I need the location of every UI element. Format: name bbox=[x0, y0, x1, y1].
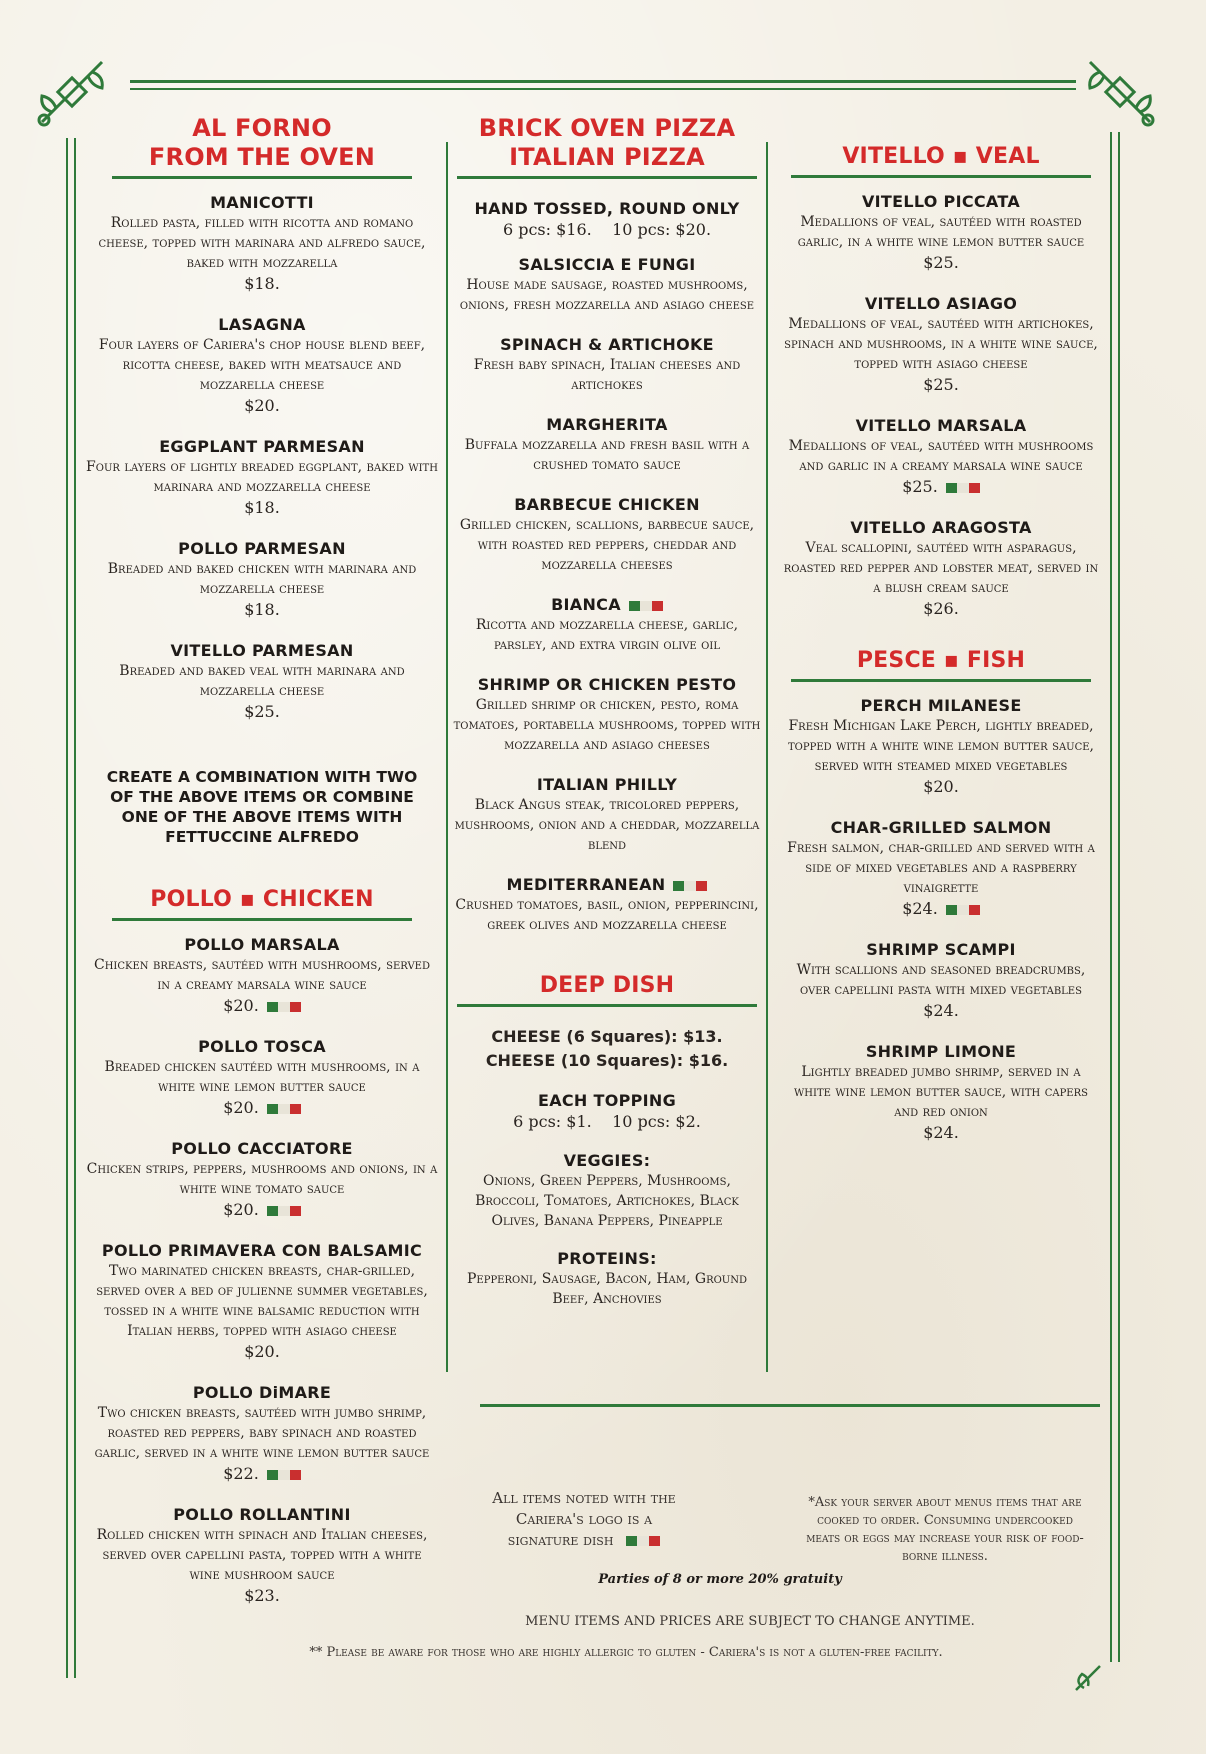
item-price bbox=[782, 776, 1100, 798]
pizza-items bbox=[448, 255, 766, 935]
item-name bbox=[448, 255, 766, 275]
proteins-list: Pepperoni, Sausage, Bacon, Ham, Ground Beef, Anchovies bbox=[467, 1271, 747, 1307]
cariera-logo-icon bbox=[267, 1469, 301, 1481]
list-item bbox=[86, 1037, 438, 1119]
signature-text: All items noted with the Cariera's logo is a signature dish bbox=[492, 1489, 676, 1549]
item-price bbox=[782, 1122, 1100, 1144]
cariera-logo-icon bbox=[946, 482, 980, 494]
item-price bbox=[86, 1585, 438, 1607]
item-price bbox=[86, 1463, 438, 1485]
item-name-text: SHRIMP SCAMPI bbox=[866, 940, 1016, 959]
item-price-text: $23. bbox=[244, 1586, 280, 1605]
item-name-text: VITELLO MARSALA bbox=[855, 416, 1027, 435]
right-border bbox=[1110, 132, 1112, 1662]
list-item bbox=[448, 335, 766, 395]
item-price-text: $26. bbox=[923, 599, 959, 618]
item-price bbox=[782, 598, 1100, 620]
item-price bbox=[86, 599, 438, 621]
top-border-inner bbox=[130, 88, 1076, 90]
item-price-text: $20. bbox=[223, 1200, 259, 1219]
list-item bbox=[86, 1505, 438, 1607]
vitello-items bbox=[782, 192, 1100, 620]
list-item bbox=[448, 675, 766, 755]
item-name-text: VITELLO PARMESAN bbox=[170, 641, 354, 660]
item-name-text: BARBECUE CHICKEN bbox=[514, 495, 700, 514]
list-item bbox=[86, 539, 438, 621]
item-name bbox=[86, 935, 438, 955]
item-name-text: ITALIAN PHILLY bbox=[536, 775, 678, 794]
item-description: Medallions of veal, sautéed with roasted garlic, in a white wine lemon butter sauce bbox=[797, 214, 1085, 250]
list-item bbox=[782, 518, 1100, 620]
pesce-items bbox=[782, 696, 1100, 1144]
item-name bbox=[448, 415, 766, 435]
item-name-text: POLLO CACCIATORE bbox=[171, 1139, 353, 1158]
item-name-text: MANICOTTI bbox=[210, 193, 314, 212]
celtic-knot-icon bbox=[1080, 52, 1160, 132]
list-item bbox=[782, 192, 1100, 274]
heading-underline bbox=[791, 175, 1091, 178]
item-price bbox=[86, 395, 438, 417]
left-border bbox=[66, 138, 68, 1678]
item-name-text: POLLO TOSCA bbox=[198, 1037, 326, 1056]
deep-dish-title: DEEP DISH bbox=[539, 973, 675, 998]
signature-note bbox=[486, 1488, 682, 1551]
item-price-text: $20. bbox=[223, 1098, 259, 1117]
item-price bbox=[86, 1341, 438, 1363]
list-item bbox=[782, 818, 1100, 920]
list-item bbox=[86, 1241, 438, 1363]
item-price bbox=[86, 1199, 438, 1221]
item-name bbox=[782, 696, 1100, 716]
pizza-column bbox=[448, 114, 766, 1309]
item-name-text: SPINACH & ARTICHOKE bbox=[500, 335, 714, 354]
list-item bbox=[86, 315, 438, 417]
item-price bbox=[782, 476, 1100, 498]
item-description: Two marinated chicken breasts, char-grilled, served over a bed of julienne summer vegetables, tossed in a white wine balsamic reduction with Italian herbs, topped with asiago cheese bbox=[96, 1263, 428, 1339]
item-description: Medallions of veal, sautéed with mushrooms and garlic in a creamy marsala wine sauce bbox=[788, 438, 1094, 474]
veggies-list: Onions, Green Peppers, Mushrooms, Broccoli, Tomatoes, Artichokes, Black Olives, Banana Peppers, Pineapple bbox=[475, 1173, 739, 1229]
item-name bbox=[86, 1037, 438, 1057]
list-item bbox=[86, 437, 438, 519]
cariera-logo-icon bbox=[629, 600, 663, 612]
right-border-inner bbox=[1118, 132, 1120, 1662]
item-name-text: PERCH MILANESE bbox=[860, 696, 1022, 715]
heading-underline bbox=[791, 679, 1091, 682]
footer-divider bbox=[480, 1404, 1100, 1407]
item-price bbox=[782, 898, 1100, 920]
item-name bbox=[86, 1505, 438, 1525]
item-name-text: POLLO MARSALA bbox=[184, 935, 340, 954]
cheese-10-squares: CHEESE (10 Squares): $16. bbox=[485, 1051, 729, 1070]
item-description: Rolled chicken with spinach and Italian cheeses, served over capellini pasta, topped with a white wine mushroom sauce bbox=[96, 1527, 428, 1583]
list-item bbox=[86, 641, 438, 723]
item-price-text: $25. bbox=[902, 477, 938, 496]
list-item bbox=[86, 1383, 438, 1485]
item-name-text: SALSICCIA E FUNGI bbox=[518, 255, 696, 274]
item-price-text: $25. bbox=[244, 702, 280, 721]
item-price-text: $18. bbox=[244, 600, 280, 619]
cheese-6-squares: CHEESE (6 Squares): $13. bbox=[491, 1027, 723, 1046]
list-item bbox=[448, 595, 766, 655]
each-topping: EACH TOPPING bbox=[537, 1091, 677, 1110]
item-name bbox=[86, 437, 438, 457]
item-name bbox=[448, 335, 766, 355]
heading-underline bbox=[457, 176, 757, 179]
list-item bbox=[448, 775, 766, 855]
cariera-logo-icon bbox=[673, 880, 707, 892]
item-price bbox=[86, 701, 438, 723]
pollo-title: POLLO ▪ CHICKEN bbox=[150, 887, 374, 912]
heading-underline bbox=[457, 1004, 757, 1007]
topping-prices: 6 pcs: $1. 10 pcs: $2. bbox=[513, 1112, 701, 1131]
item-price bbox=[782, 1000, 1100, 1022]
list-item bbox=[86, 193, 438, 295]
vitello-column bbox=[782, 142, 1100, 1144]
item-price-text: $25. bbox=[923, 375, 959, 394]
al-forno-items bbox=[86, 193, 438, 723]
item-description: House made sausage, roasted mushrooms, onions, fresh mozzarella and asiago cheese bbox=[459, 277, 755, 313]
cariera-logo-icon bbox=[946, 904, 980, 916]
item-name-text: EGGPLANT PARMESAN bbox=[159, 437, 365, 456]
al-forno-column bbox=[86, 114, 438, 1607]
item-price-text: $20. bbox=[244, 1342, 280, 1361]
item-name-text: CHAR-GRILLED SALMON bbox=[830, 818, 1052, 837]
vitello-title: VITELLO ▪ VEAL bbox=[842, 144, 1040, 169]
item-description: Rolled pasta, filled with ricotta and romano cheese, topped with marinara and alfredo sauce, baked with mozzarella bbox=[98, 215, 426, 271]
item-description: Grilled chicken, scallions, barbecue sauce, with roasted red peppers, cheddar and mozzarella cheeses bbox=[459, 517, 755, 573]
item-name bbox=[782, 294, 1100, 314]
item-name bbox=[448, 775, 766, 795]
item-price-text: $18. bbox=[244, 498, 280, 517]
al-forno-title: AL FORNO bbox=[192, 114, 332, 142]
item-description: Crushed tomatoes, basil, onion, pepperincini, greek olives and mozzarella cheese bbox=[455, 897, 759, 933]
veggies-title: VEGGIES: bbox=[563, 1151, 651, 1170]
item-price-text: $20. bbox=[923, 777, 959, 796]
item-name-text: POLLO ROLLANTINI bbox=[173, 1505, 351, 1524]
list-item bbox=[448, 875, 766, 935]
item-price bbox=[782, 374, 1100, 396]
item-price-text: $24. bbox=[902, 899, 938, 918]
list-item bbox=[782, 416, 1100, 498]
list-item bbox=[448, 415, 766, 475]
item-description: Lightly breaded jumbo shrimp, served in a white wine lemon butter sauce, with capers and red onion bbox=[794, 1064, 1088, 1120]
list-item bbox=[448, 255, 766, 315]
item-name-text: MEDITERRANEAN bbox=[506, 875, 666, 894]
item-name-text: POLLO PARMESAN bbox=[178, 539, 346, 558]
item-name bbox=[782, 518, 1100, 538]
item-description: Breaded and baked veal with marinara and mozzarella cheese bbox=[119, 663, 405, 699]
cariera-logo-icon bbox=[267, 1001, 301, 1013]
item-price-text: $20. bbox=[223, 996, 259, 1015]
item-description: Medallions of veal, sautéed with artichokes, spinach and mushrooms, in a white wine sauce, topped with asiago cheese bbox=[784, 316, 1098, 372]
item-description: Chicken breasts, sautéed with mushrooms, served in a creamy marsala wine sauce bbox=[94, 957, 430, 993]
item-price-text: $20. bbox=[244, 396, 280, 415]
cariera-logo-icon bbox=[267, 1103, 301, 1115]
item-name bbox=[86, 1383, 438, 1403]
list-item bbox=[86, 935, 438, 1017]
item-price-text: $24. bbox=[923, 1001, 959, 1020]
item-name-text: BIANCA bbox=[551, 595, 621, 614]
gluten-note: ** Please be aware for those who are highly allergic to gluten - Cariera's is not a gluten-free facility. bbox=[309, 1645, 943, 1660]
left-border-inner bbox=[74, 138, 76, 1678]
item-name bbox=[448, 675, 766, 695]
item-name-text: POLLO DiMARE bbox=[192, 1383, 332, 1402]
combination-note: CREATE A COMBINATION WITH TWO OF THE ABOVE ITEMS OR COMBINE ONE OF THE ABOVE ITEMS WITH FETTUCCINE ALFREDO bbox=[106, 768, 418, 846]
item-name bbox=[782, 192, 1100, 212]
item-name-text: LASAGNA bbox=[218, 315, 306, 334]
item-price bbox=[86, 995, 438, 1017]
item-price: 6 pcs: $16. 10 pcs: $20. bbox=[502, 220, 712, 239]
list-item bbox=[782, 294, 1100, 396]
item-price bbox=[86, 1097, 438, 1119]
item-description: Black Angus steak, tricolored peppers, mushrooms, onion and a cheddar, mozzarella blend bbox=[454, 797, 760, 853]
item-description: Buffala mozzarella and fresh basil with a crushed tomato sauce bbox=[464, 437, 750, 473]
item-description: Veal scallopini, sautéed with asparagus, roasted red pepper and lobster meat, served in a blush cream sauce bbox=[783, 540, 1099, 596]
heading-underline bbox=[112, 176, 412, 179]
item-name bbox=[86, 1139, 438, 1159]
item-price-text: $18. bbox=[244, 274, 280, 293]
item-description: Breaded chicken sautéed with mushrooms, in a white wine lemon butter sauce bbox=[104, 1059, 420, 1095]
item-description: Grilled shrimp or chicken, pesto, roma tomatoes, portabella mushrooms, topped with mozzarella and asiago cheeses bbox=[453, 697, 761, 753]
item-description: Four layers of Cariera's chop house blend beef, ricotta cheese, baked with meatsauce and mozzarella cheese bbox=[98, 337, 426, 393]
item-name-text: SHRIMP OR CHICKEN PESTO bbox=[477, 675, 737, 694]
item-name bbox=[448, 875, 766, 895]
list-item bbox=[782, 696, 1100, 798]
al-forno-subtitle: FROM THE OVEN bbox=[148, 143, 376, 171]
proteins-title: PROTEINS: bbox=[557, 1249, 657, 1268]
item-name bbox=[86, 193, 438, 213]
item-name: HAND TOSSED, ROUND ONLY bbox=[474, 199, 740, 218]
item-name-text: VITELLO PICCATA bbox=[861, 192, 1021, 211]
column-divider-2 bbox=[766, 142, 768, 1372]
item-name bbox=[86, 1241, 438, 1261]
list-item bbox=[782, 940, 1100, 1022]
top-border bbox=[130, 80, 1076, 83]
item-name bbox=[782, 416, 1100, 436]
item-description: Ricotta and mozzarella cheese, garlic, parsley, and extra virgin olive oil bbox=[475, 617, 739, 653]
item-name bbox=[86, 539, 438, 559]
item-price bbox=[86, 273, 438, 295]
consumption-warning: *Ask your server about menus items that are cooked to order. Consuming undercooked meats or eggs may increase your risk of food-borne illness. bbox=[806, 1495, 1084, 1564]
price-change-note: MENU ITEMS AND PRICES ARE SUBJECT TO CHANGE ANYTIME. bbox=[525, 1614, 975, 1629]
item-description: With scallions and seasoned breadcrumbs, over capellini pasta with mixed vegetables bbox=[796, 962, 1086, 998]
item-name bbox=[86, 641, 438, 661]
item-name bbox=[782, 940, 1100, 960]
item-name bbox=[782, 1042, 1100, 1062]
cariera-logo-icon bbox=[267, 1205, 301, 1217]
item-name bbox=[448, 595, 766, 615]
item-name bbox=[782, 818, 1100, 838]
item-name-text: POLLO PRIMAVERA CON BALSAMIC bbox=[101, 1241, 423, 1260]
item-description: Four layers of lightly breaded eggplant, baked with marinara and mozzarella cheese bbox=[86, 459, 438, 495]
item-price-text: $22. bbox=[223, 1464, 259, 1483]
list-item bbox=[86, 1139, 438, 1221]
item-name bbox=[448, 495, 766, 515]
pesce-title: PESCE ▪ FISH bbox=[856, 648, 1026, 673]
item-description: Two chicken breasts, sautéed with jumbo shrimp, roasted red peppers, baby spinach and roasted garlic, served in a white wine lemon butter sauce bbox=[94, 1405, 430, 1461]
flourish-icon bbox=[1070, 1660, 1106, 1696]
gratuity-note: Parties of 8 or more 20% gratuity bbox=[598, 1572, 842, 1587]
heading-underline bbox=[112, 918, 412, 921]
item-price-text: $25. bbox=[923, 253, 959, 272]
item-name bbox=[86, 315, 438, 335]
cariera-logo-icon bbox=[626, 1535, 660, 1547]
pizza-subtitle: ITALIAN PIZZA bbox=[509, 143, 705, 171]
item-description: Chicken strips, peppers, mushrooms and onions, in a white wine tomato sauce bbox=[86, 1161, 438, 1197]
item-description: Breaded and baked chicken with marinara and mozzarella cheese bbox=[107, 561, 417, 597]
pollo-items bbox=[86, 935, 438, 1607]
item-name-text: SHRIMP LIMONE bbox=[865, 1042, 1017, 1061]
item-price bbox=[782, 252, 1100, 274]
item-description: Fresh Michigan Lake Perch, lightly breaded, topped with a white wine lemon butter sauce, served with steamed mixed vegetables bbox=[788, 718, 1094, 774]
item-price-text: $24. bbox=[923, 1123, 959, 1142]
item-description: Fresh salmon, char-grilled and served with a side of mixed vegetables and a raspberry vinaigrette bbox=[787, 840, 1095, 896]
list-item bbox=[448, 495, 766, 575]
pizza-title: BRICK OVEN PIZZA bbox=[478, 114, 736, 142]
list-item bbox=[782, 1042, 1100, 1144]
list-item bbox=[448, 199, 766, 241]
item-name-text: MARGHERITA bbox=[546, 415, 668, 434]
item-name-text: VITELLO ARAGOSTA bbox=[850, 518, 1032, 537]
item-price bbox=[86, 497, 438, 519]
item-name-text: VITELLO ASIAGO bbox=[864, 294, 1018, 313]
item-description: Fresh baby spinach, Italian cheeses and artichokes bbox=[473, 357, 741, 393]
